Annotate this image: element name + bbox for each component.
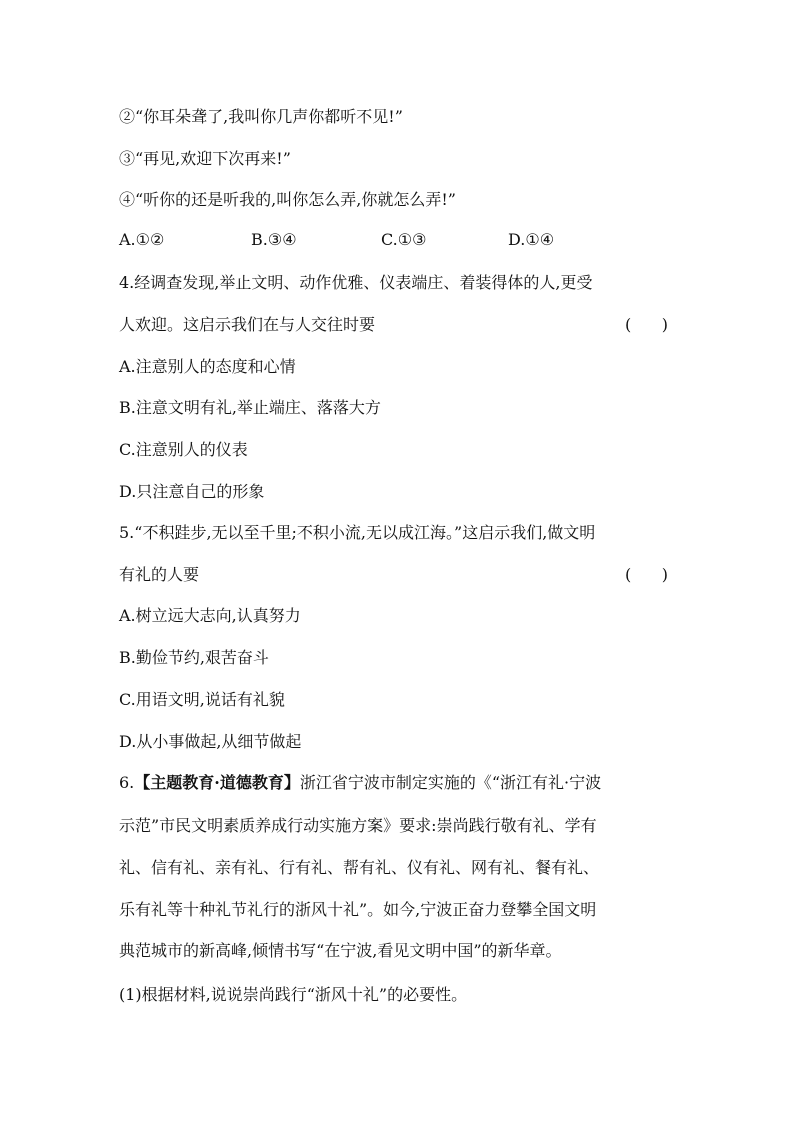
q5-option-c[interactable]: C.用语文明,说话有礼貌 [119,690,285,709]
q3-option-b[interactable]: B.③④ [251,230,297,249]
q5-option-a[interactable]: A.树立远大志向,认真努力 [119,606,301,625]
q4-stem-line-1: 4.经调查发现,举止文明、动作优雅、仪表端庄、着装得体的人,更受 [119,273,593,292]
q3-option-d[interactable]: D.①④ [508,230,555,249]
q6-topic-tag: 【主题教育·道德教育】 [134,773,300,792]
q4-option-b[interactable]: B.注意文明有礼,举止端庄、落落大方 [119,398,381,417]
q5-answer-blank[interactable]: ( ) [625,565,668,584]
q5-stem-line-1: 5.“不积跬步,无以至千里;不积小流,无以成江海。”这启示我们,做文明 [119,523,596,542]
q4-option-d[interactable]: D.只注意自己的形象 [119,482,265,501]
q3-option-a[interactable]: A.①② [119,230,165,249]
q3-statement-2: ②“你耳朵聋了,我叫你几声你都听不见!” [119,107,403,126]
q4-stem-line-2: 人欢迎。这启示我们在与人交往时要 [119,315,376,334]
q5-option-b[interactable]: B.勤俭节约,艰苦奋斗 [119,648,269,667]
q6-stem-line-5: 典范城市的新高峰,倾情书写“在宁波,看见文明中国”的新华章。 [119,941,562,960]
q6-stem-line-1 [119,772,601,794]
q6-stem-line-2: 示范”市民文明素质养成行动实施方案》要求:崇尚践行敬有礼、学有 [119,816,597,835]
q3-statement-3: ③“再见,欢迎下次再来!” [119,149,291,168]
q6-subquestion-1: (1)根据材料,说说崇尚践行“浙风十礼”的必要性。 [119,985,468,1004]
q3-options [119,229,679,251]
q3-statement-4: ④“听你的还是听我的,叫你怎么弄,你就怎么弄!” [119,190,456,209]
q3-option-c[interactable]: C.①③ [381,230,427,249]
q4-option-c[interactable]: C.注意别人的仪表 [119,440,248,459]
q6-stem-line-3: 礼、信有礼、亲有礼、行有礼、帮有礼、仪有礼、网有礼、餐有礼、 [119,858,600,877]
q5-stem-line-2: 有礼的人要 [119,565,200,584]
q6-stem-line-4: 乐有礼等十种礼节礼行的浙风十礼”。如今,宁波正奋力登攀全国文明 [119,900,597,919]
q4-option-a[interactable]: A.注意别人的态度和心情 [119,357,296,376]
q5-option-d[interactable]: D.从小事做起,从细节做起 [119,732,302,751]
q4-answer-blank[interactable]: ( ) [625,315,668,334]
q6-stem-line-1-text: 浙江省宁波市制定实施的《“浙江有礼·宁波 [299,773,602,792]
q6-number: 6. [119,773,135,792]
